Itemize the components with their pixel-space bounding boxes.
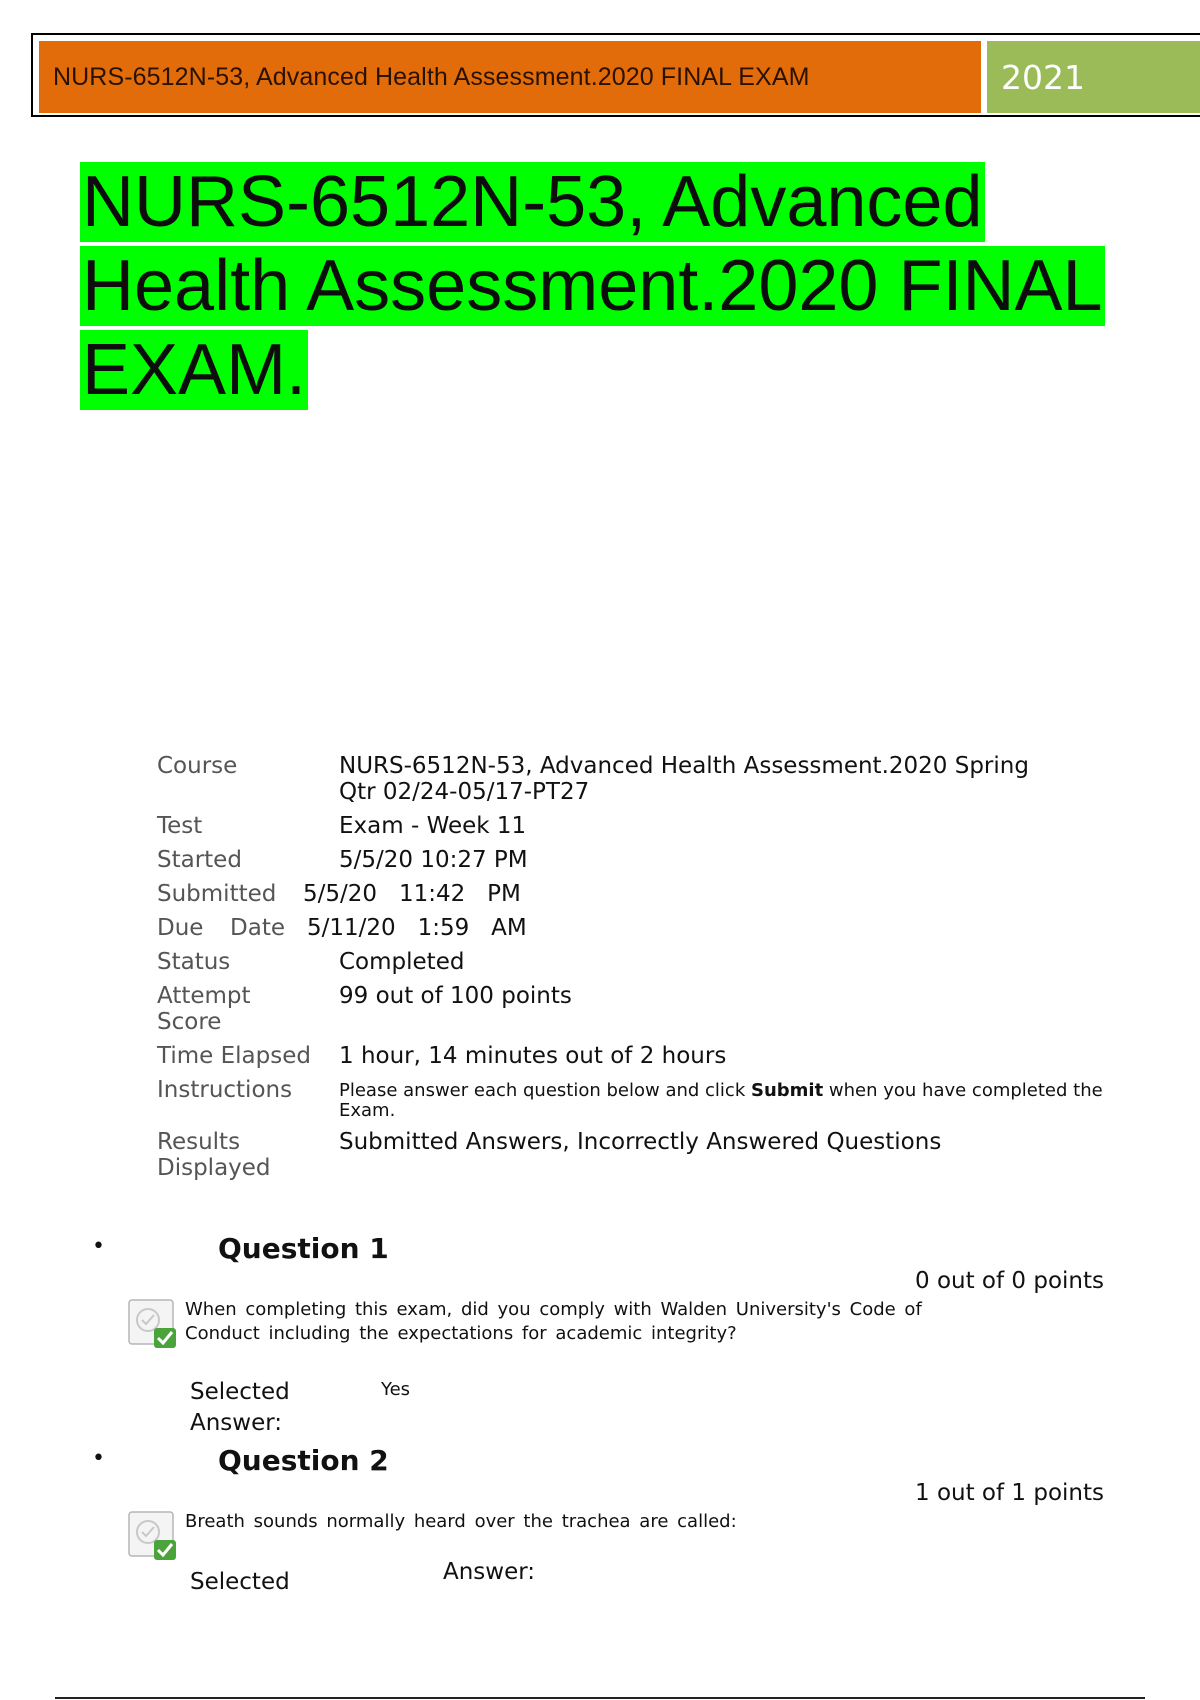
attempt-score-value: 99 out of 100 points [339,983,572,1009]
document-header [31,33,1200,117]
selected-label-line2: Answer: [190,1410,283,1436]
results-displayed-value: Submitted Answers, Incorrectly Answered Questions [339,1129,942,1155]
detail-row-status [157,949,1117,975]
results-displayed-label-line1: Results [157,1129,241,1155]
header-title: NURS-6512N-53, Advanced Health Assessment.2020 FINAL EXAM [53,62,810,91]
course-value [339,753,1117,805]
instructions-value [339,1077,1117,1121]
question-2-title: Question 2 [218,1444,389,1477]
question-2-answer-label: Answer: [443,1559,536,1585]
question-2-selected-label: Selected [190,1569,290,1595]
detail-row-results-displayed [157,1129,1117,1181]
attempt-score-label [157,983,339,1035]
course-value-line1: NURS-6512N-53, Advanced Health Assessment.2020 Spring [339,753,1029,779]
question-1-points: 0 out of 0 points [915,1268,1104,1294]
correct-check-icon [128,1510,180,1562]
time-elapsed-label: Time Elapsed [157,1043,311,1069]
detail-row-due-date [157,915,1117,941]
results-displayed-label [157,1129,339,1181]
title-line-3: EXAM. [82,330,307,410]
correct-check-icon [128,1298,180,1350]
submitted-value: 5/5/20 11:42 PM [303,881,521,907]
time-elapsed-value: 1 hour, 14 minutes out of 2 hours [339,1043,727,1069]
page-bottom-rule [55,1697,1145,1699]
due-date-value: 5/11/20 1:59 AM [307,915,527,941]
instructions-label: Instructions [157,1077,293,1103]
question-1-selected-answer-label [190,1377,290,1439]
question-1-title: Question 1 [218,1232,389,1265]
due-date-label: Due Date [157,915,286,941]
detail-row-started [157,847,1117,873]
attempt-score-label-line1: Attempt [157,983,251,1009]
question-2-bullet: • [92,1446,105,1471]
exam-details [157,753,1117,1189]
question-2-text: Breath sounds normally heard over the trachea are called: [185,1511,737,1532]
detail-row-time-elapsed [157,1043,1117,1069]
header-title-band [39,41,981,113]
status-value: Completed [339,949,465,975]
started-value: 5/5/20 10:27 PM [339,847,528,873]
header-year: 2021 [1001,57,1085,97]
started-label: Started [157,847,242,873]
instructions-text-pre: Please answer each question below and click [339,1080,751,1101]
detail-row-test [157,813,1117,839]
selected-label-line1: Selected [190,1379,290,1405]
title-line-1: NURS-6512N-53, Advanced [82,162,983,242]
title-line-2: Health Assessment.2020 FINAL [82,246,1103,326]
detail-row-instructions [157,1077,1117,1121]
attempt-score-label-line2: Score [157,1009,222,1035]
question-1-text: When completing this exam, did you comply with Walden University's Code of Conduct including the expectations for academic integrity? [185,1299,922,1344]
instructions-text-post: when you have completed the Exam. [339,1080,1103,1121]
page-title [80,160,1140,412]
detail-row-attempt-score [157,983,1117,1035]
status-label: Status [157,949,231,975]
course-label: Course [157,753,238,779]
submitted-label: Submitted [157,881,277,907]
question-2-points: 1 out of 1 points [915,1480,1104,1506]
test-label: Test [157,813,203,839]
detail-row-course [157,753,1117,805]
question-1-bullet: • [92,1234,105,1259]
course-value-line2: Qtr 02/24-05/17-PT27 [339,779,590,805]
results-displayed-label-line2: Displayed [157,1155,271,1181]
test-value: Exam - Week 11 [339,813,527,839]
instructions-text-bold: Submit [750,1080,824,1101]
header-year-band [987,41,1200,113]
detail-row-submitted [157,881,1117,907]
question-1-selected-answer-value: Yes [381,1379,411,1400]
